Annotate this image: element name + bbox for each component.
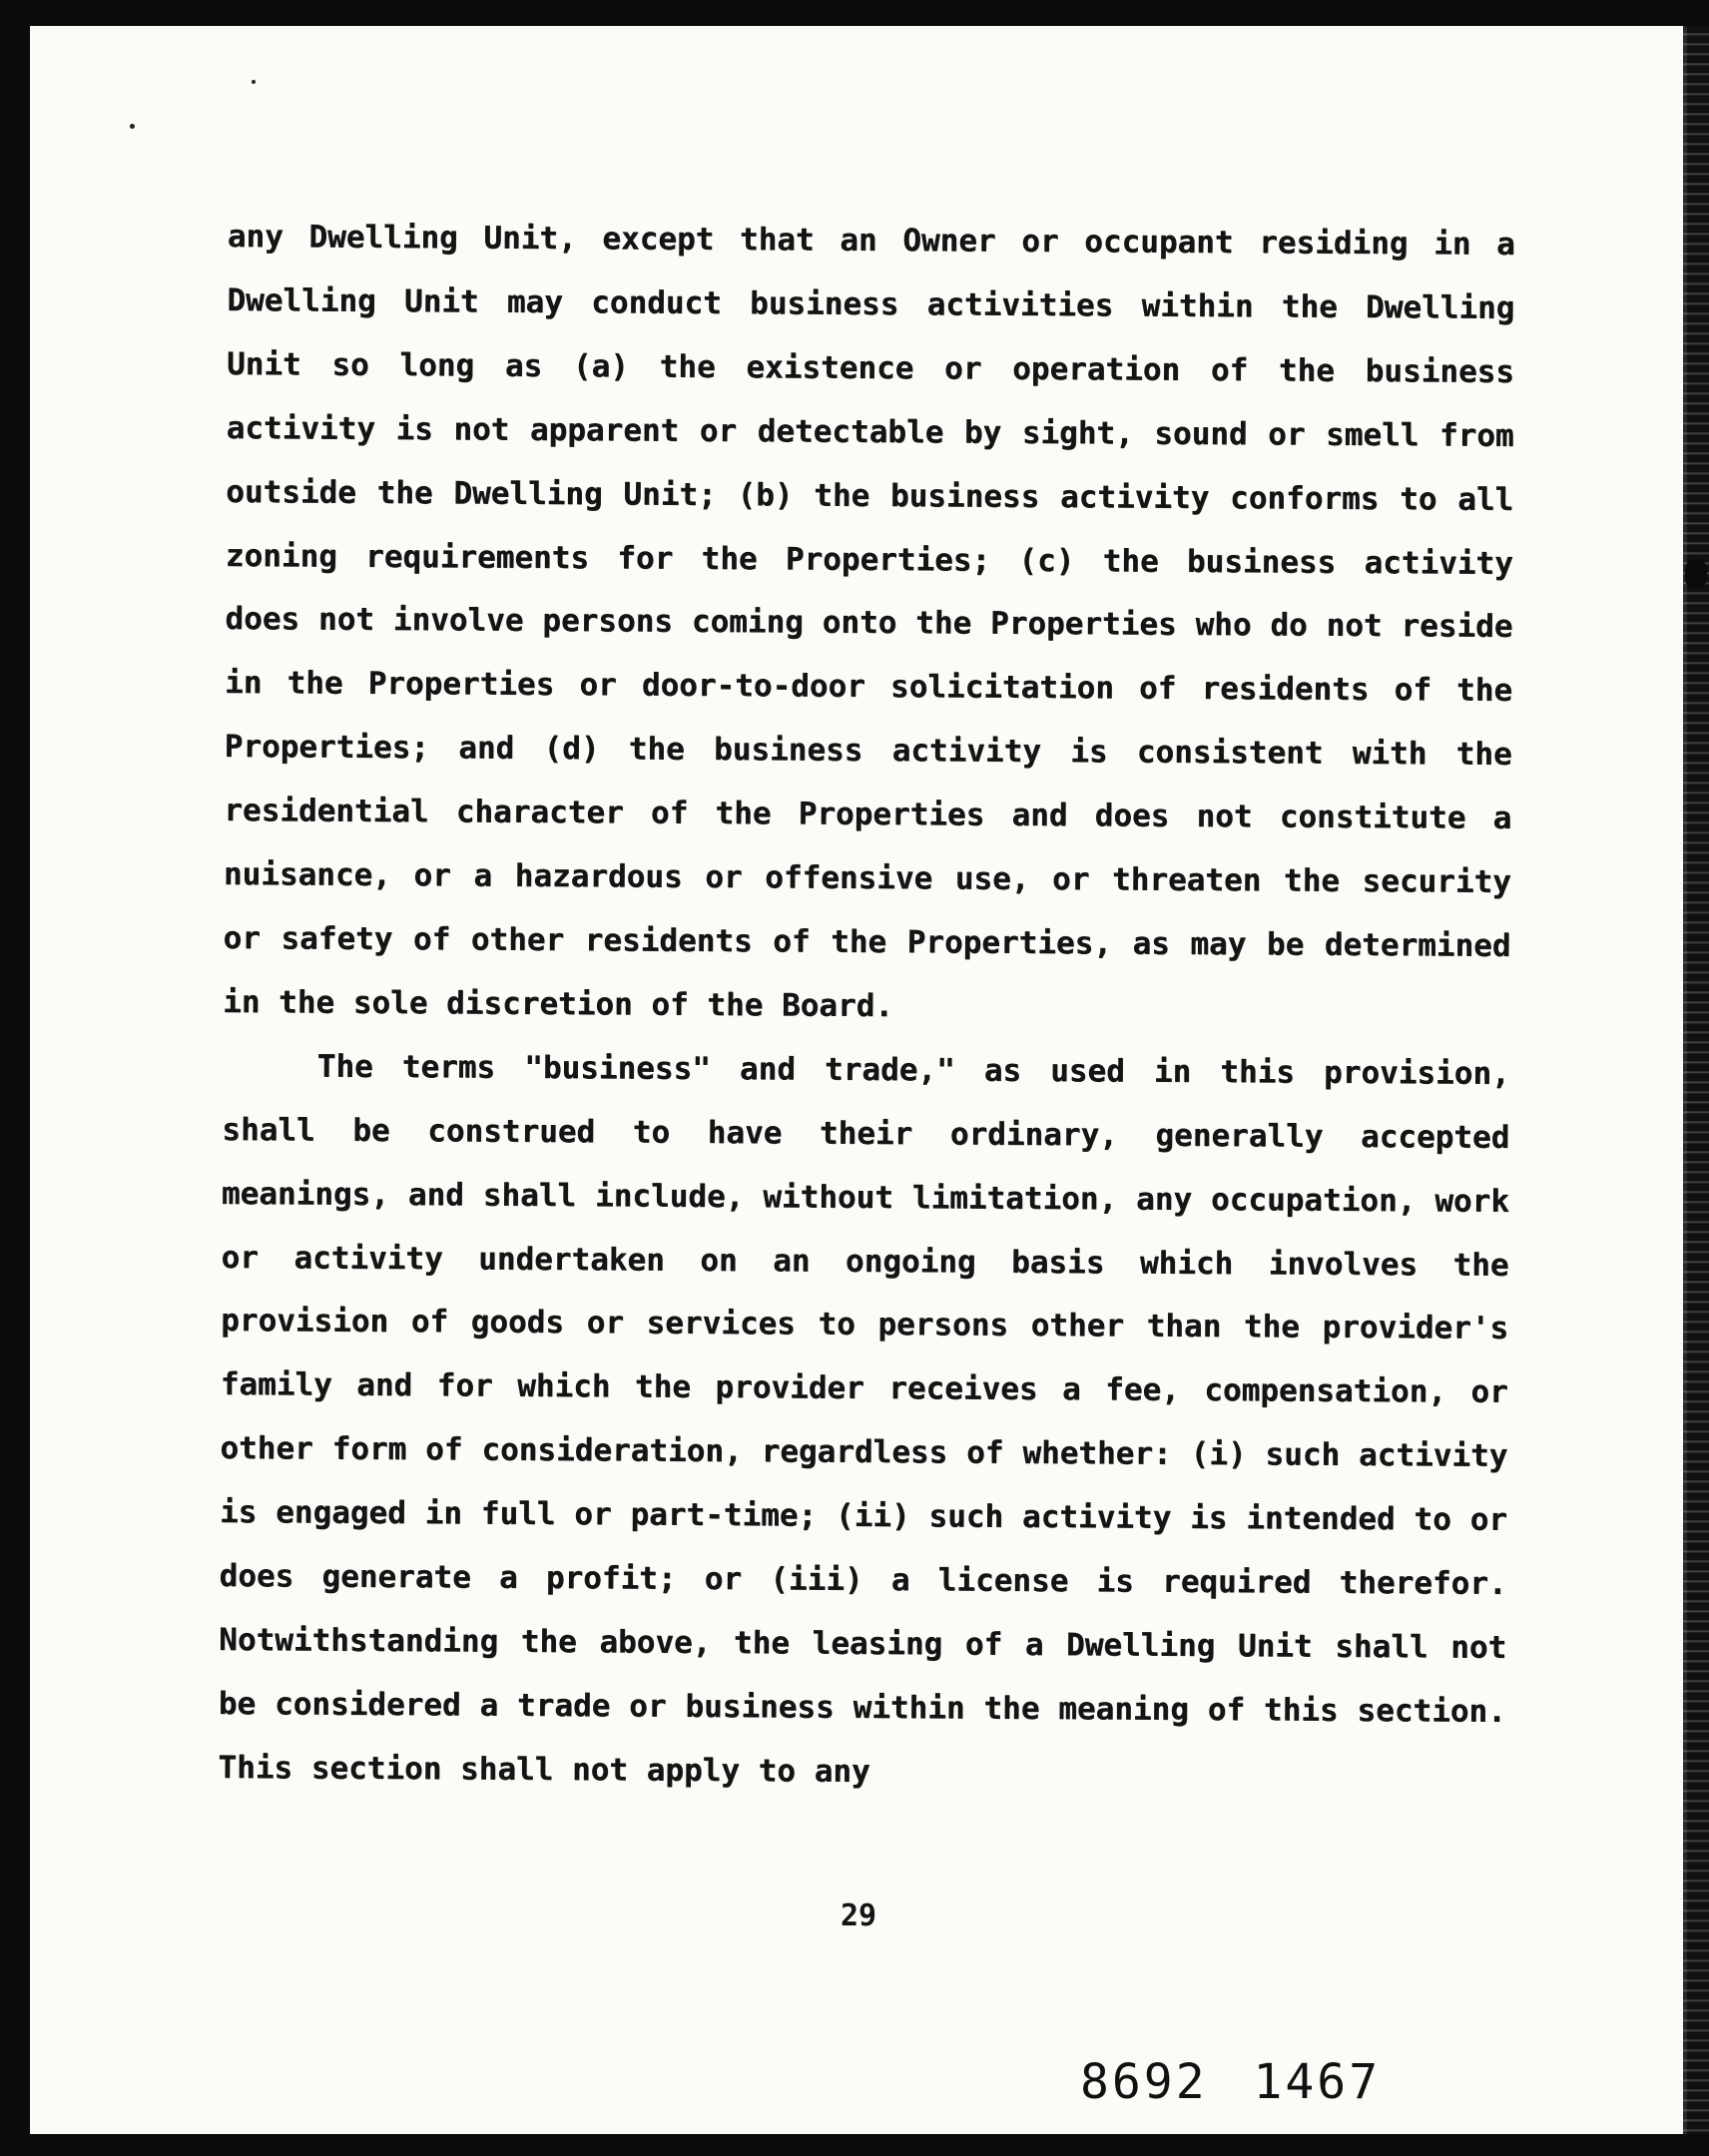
document-body — [218, 206, 1515, 1809]
document-page — [30, 26, 1687, 2134]
scan-speck — [252, 80, 256, 84]
page-number: 29 — [840, 1898, 877, 1933]
record-book-page-stamp: 8692 1467 — [1080, 2054, 1382, 2110]
scan-edge-noise — [1683, 26, 1709, 2134]
scan-speck — [130, 124, 135, 129]
scan-speck — [1685, 559, 1707, 589]
paragraph-business-activities: any Dwelling Unit, except that an Owner or occupant residing in a Dwelling Unit may conduct business activities within the Dwelling Unit so long as (a) the existence or operation of the business activity is not apparent or detectable by sight, sound or smell from outside the Dwelling Unit; (b) the business activity conforms to all zoning requirements for the Properties; (c) the business activity does not involve persons coming onto the Properties who do not reside in the Properties or door-to-door solicitation of residents of the Properties; and (d) the business activity is consistent with the residential character of the Properties and does not constitute a nuisance, or a hazardous or offensive use, or threaten the security or safety of other residents of the Properties, as may be determined in the sole discretion of the Board. — [223, 218, 1515, 1024]
paragraph-business-definition: The terms "business" and trade," as used in this provision, shall be construed to have their ordinary, generally accepted meanings, and shall include, without limitation, any occupation, work or activity undertaken on an ongoing basis which involves the provision of goods or services to persons other than the provider's family and for which the provider receives a fee, compensation, or other form of consideration, regardless of whether: (i) such activity is engaged in full or part-time; (ii) such activity is intended to or does generate a profit; or (iii) a license is required therefor. Notwithstanding the above, the leasing of a Dwelling Unit shall not be considered a trade or business within the meaning of this section. This section shall not apply to any — [218, 1048, 1510, 1790]
